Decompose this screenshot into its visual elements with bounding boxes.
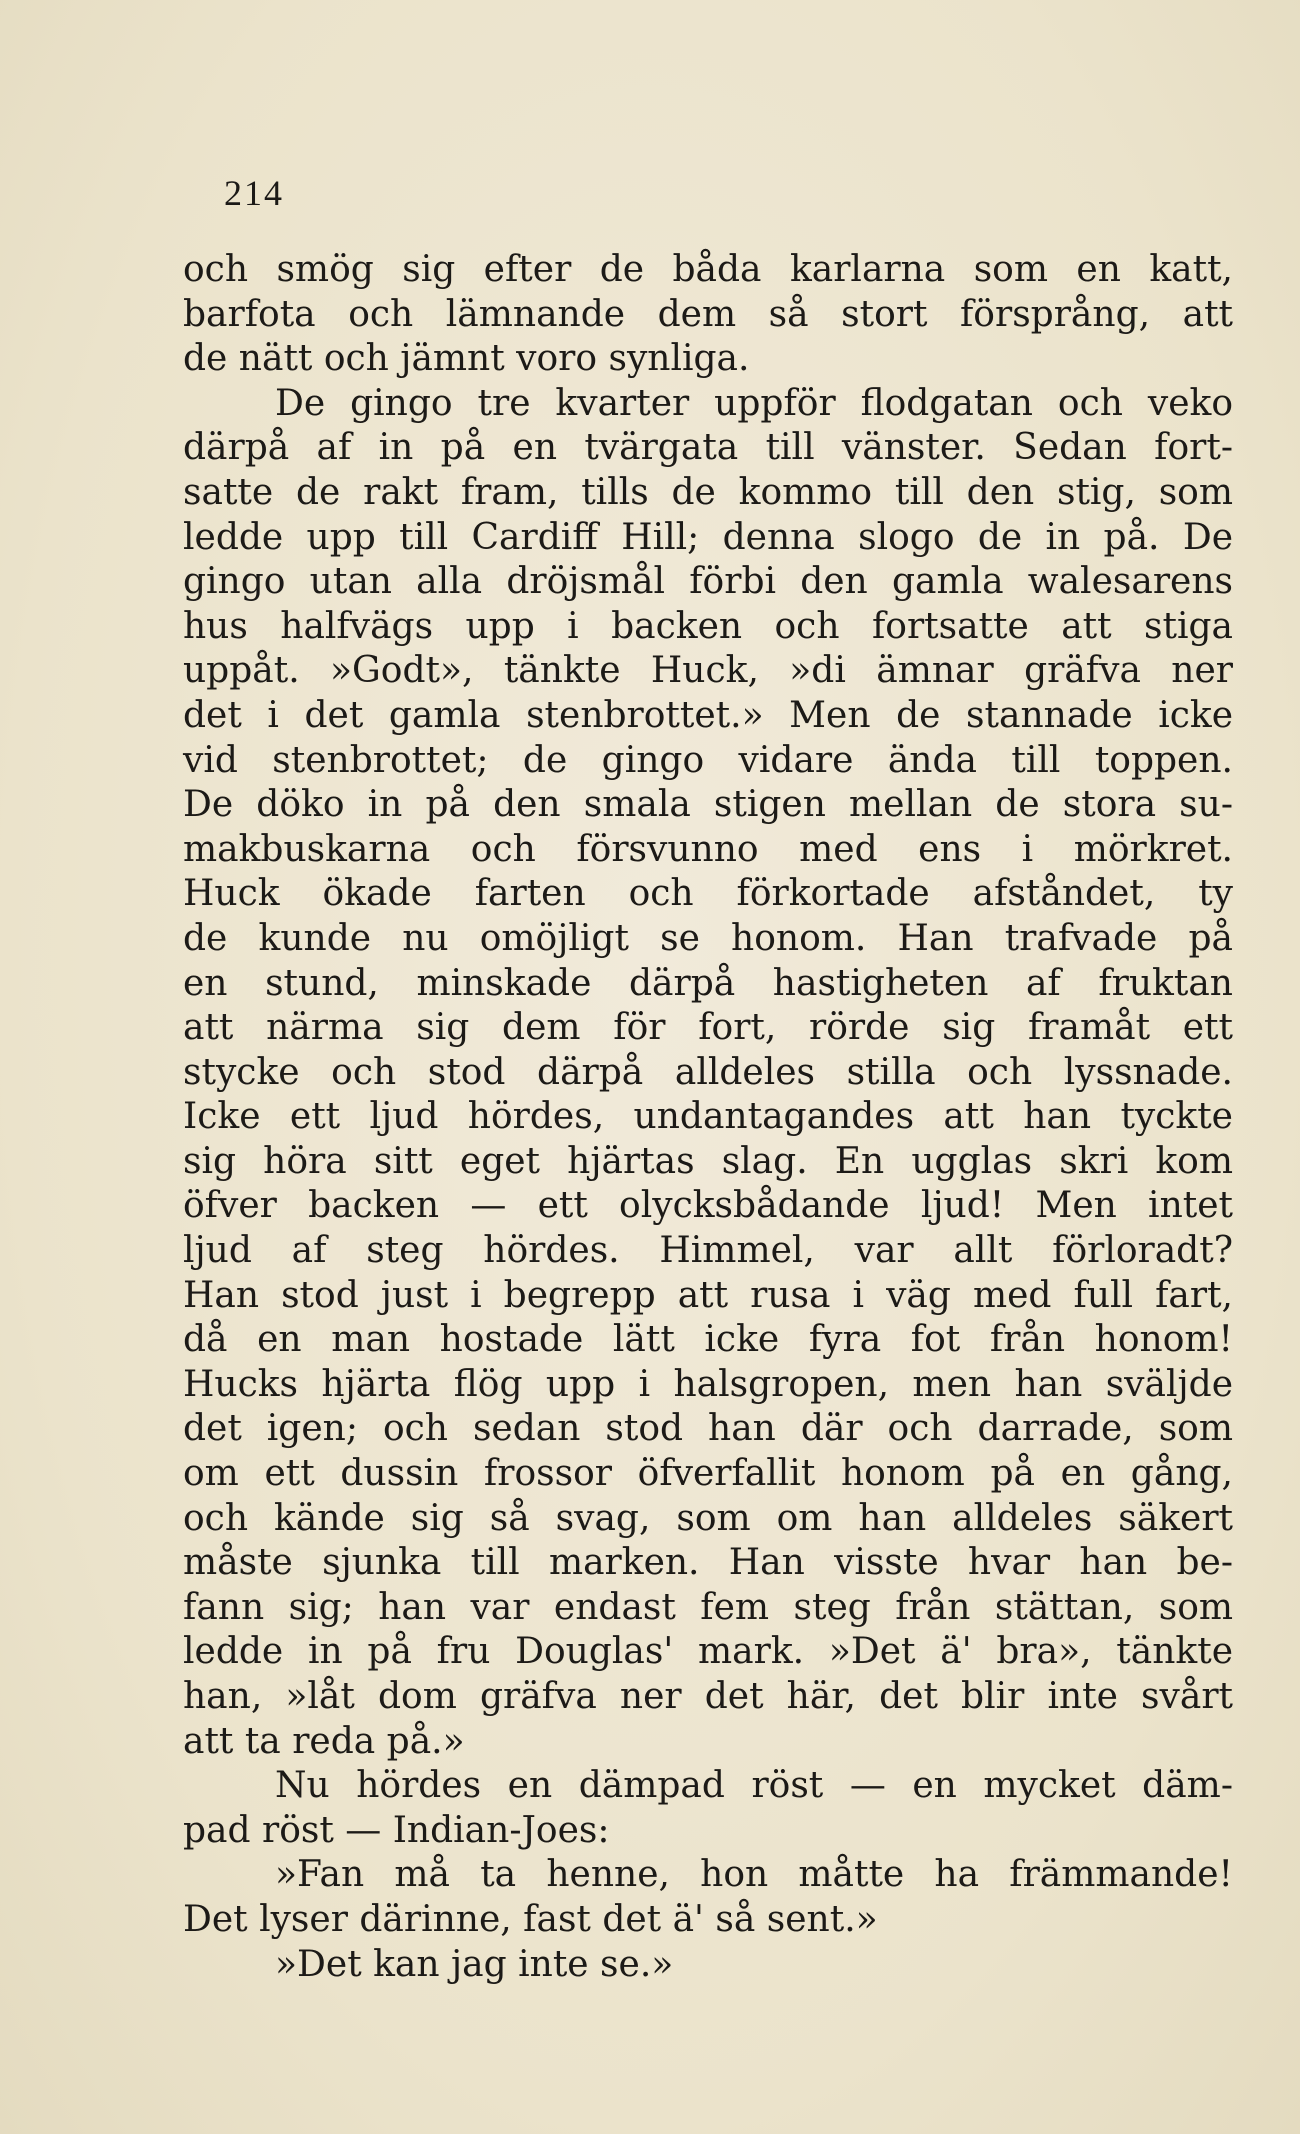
text-line: »Det kan jag inte se.» bbox=[275, 1943, 674, 1985]
text-line: ledde upp till Cardiff Hill; denna slogo de in på. De bbox=[183, 516, 1233, 558]
text-line: ljud af steg hördes. Himmel, var allt förloradt? bbox=[183, 1230, 1233, 1272]
text-line: om ett dussin frossor öfverfallit honom på en gång, bbox=[183, 1453, 1233, 1495]
body-text bbox=[183, 248, 1233, 1987]
text-line: gingo utan alla dröjsmål förbi den gamla walesarens bbox=[183, 561, 1233, 603]
text-line: en stund, minskade därpå hastigheten af fruktan bbox=[183, 962, 1233, 1004]
text-line: De gingo tre kvarter uppför flodgatan och veko bbox=[275, 382, 1233, 424]
text-line: makbuskarna och försvunno med ens i mörkret. bbox=[183, 828, 1233, 870]
text-line: Icke ett ljud hördes, undantagandes att han tyckte bbox=[183, 1096, 1233, 1138]
text-line: de nätt och jämnt voro synliga. bbox=[183, 338, 750, 380]
text-line: måste sjunka till marken. Han visste hvar han be- bbox=[183, 1542, 1233, 1584]
text-line: ledde in på fru Douglas' mark. »Det ä' bra», tänkte bbox=[183, 1631, 1233, 1673]
text-line: hus halfvägs upp i backen och fortsatte att stiga bbox=[183, 605, 1233, 647]
text-line: och smög sig efter de båda karlarna som en katt, bbox=[183, 249, 1233, 290]
text-line: »Fan må ta henne, hon måtte ha främmande! bbox=[275, 1854, 1233, 1896]
text-line: Hucks hjärta flög upp i halsgropen, men han sväljde bbox=[183, 1363, 1233, 1405]
text-line: och kände sig så svag, som om han alldeles säkert bbox=[183, 1497, 1233, 1539]
text-line: Det lyser därinne, fast det ä' så sent.» bbox=[183, 1898, 878, 1940]
text-line: att ta reda på.» bbox=[183, 1720, 465, 1762]
text-line: pad röst — Indian-Joes: bbox=[183, 1809, 610, 1851]
text-line: uppåt. »Godt», tänkte Huck, »di ämnar gräfva ner bbox=[183, 650, 1233, 692]
text-line: då en man hostade lätt icke fyra fot från honom! bbox=[183, 1319, 1233, 1361]
text-line: sig höra sitt eget hjärtas slag. En ugglas skri kom bbox=[183, 1140, 1233, 1182]
text-line: Nu hördes en dämpad röst — en mycket däm- bbox=[275, 1765, 1233, 1807]
text-line: han, »låt dom gräfva ner det här, det blir inte svårt bbox=[183, 1676, 1233, 1717]
text-line: därpå af in på en tvärgata till vänster. Sedan fort- bbox=[183, 427, 1233, 469]
text-line: De döko in på den smala stigen mellan de stora su- bbox=[183, 784, 1233, 826]
text-line: barfota och lämnande dem så stort försprång, att bbox=[183, 293, 1233, 335]
page-number: 214 bbox=[224, 173, 284, 213]
text-line: fann sig; han var endast fem steg från stättan, som bbox=[183, 1586, 1233, 1628]
text-line: vid stenbrottet; de gingo vidare ända till toppen. bbox=[183, 739, 1233, 781]
text-line: att närma sig dem för fort, rörde sig framåt ett bbox=[183, 1007, 1233, 1049]
text-line: Huck ökade farten och förkortade afståndet, ty bbox=[183, 873, 1233, 915]
text-line: det i det gamla stenbrottet.» Men de stannade icke bbox=[183, 694, 1233, 736]
text-line: Han stod just i begrepp att rusa i väg med full fart, bbox=[183, 1274, 1233, 1316]
text-line: stycke och stod därpå alldeles stilla och lyssnade. bbox=[183, 1051, 1233, 1093]
text-line: de kunde nu omöjligt se honom. Han trafvade på bbox=[183, 917, 1233, 959]
text-line: satte de rakt fram, tills de kommo till den stig, som bbox=[183, 471, 1233, 513]
text-line: öfver backen — ett olycksbådande ljud! Men intet bbox=[183, 1185, 1233, 1227]
text-line: det igen; och sedan stod han där och darrade, som bbox=[183, 1408, 1233, 1450]
